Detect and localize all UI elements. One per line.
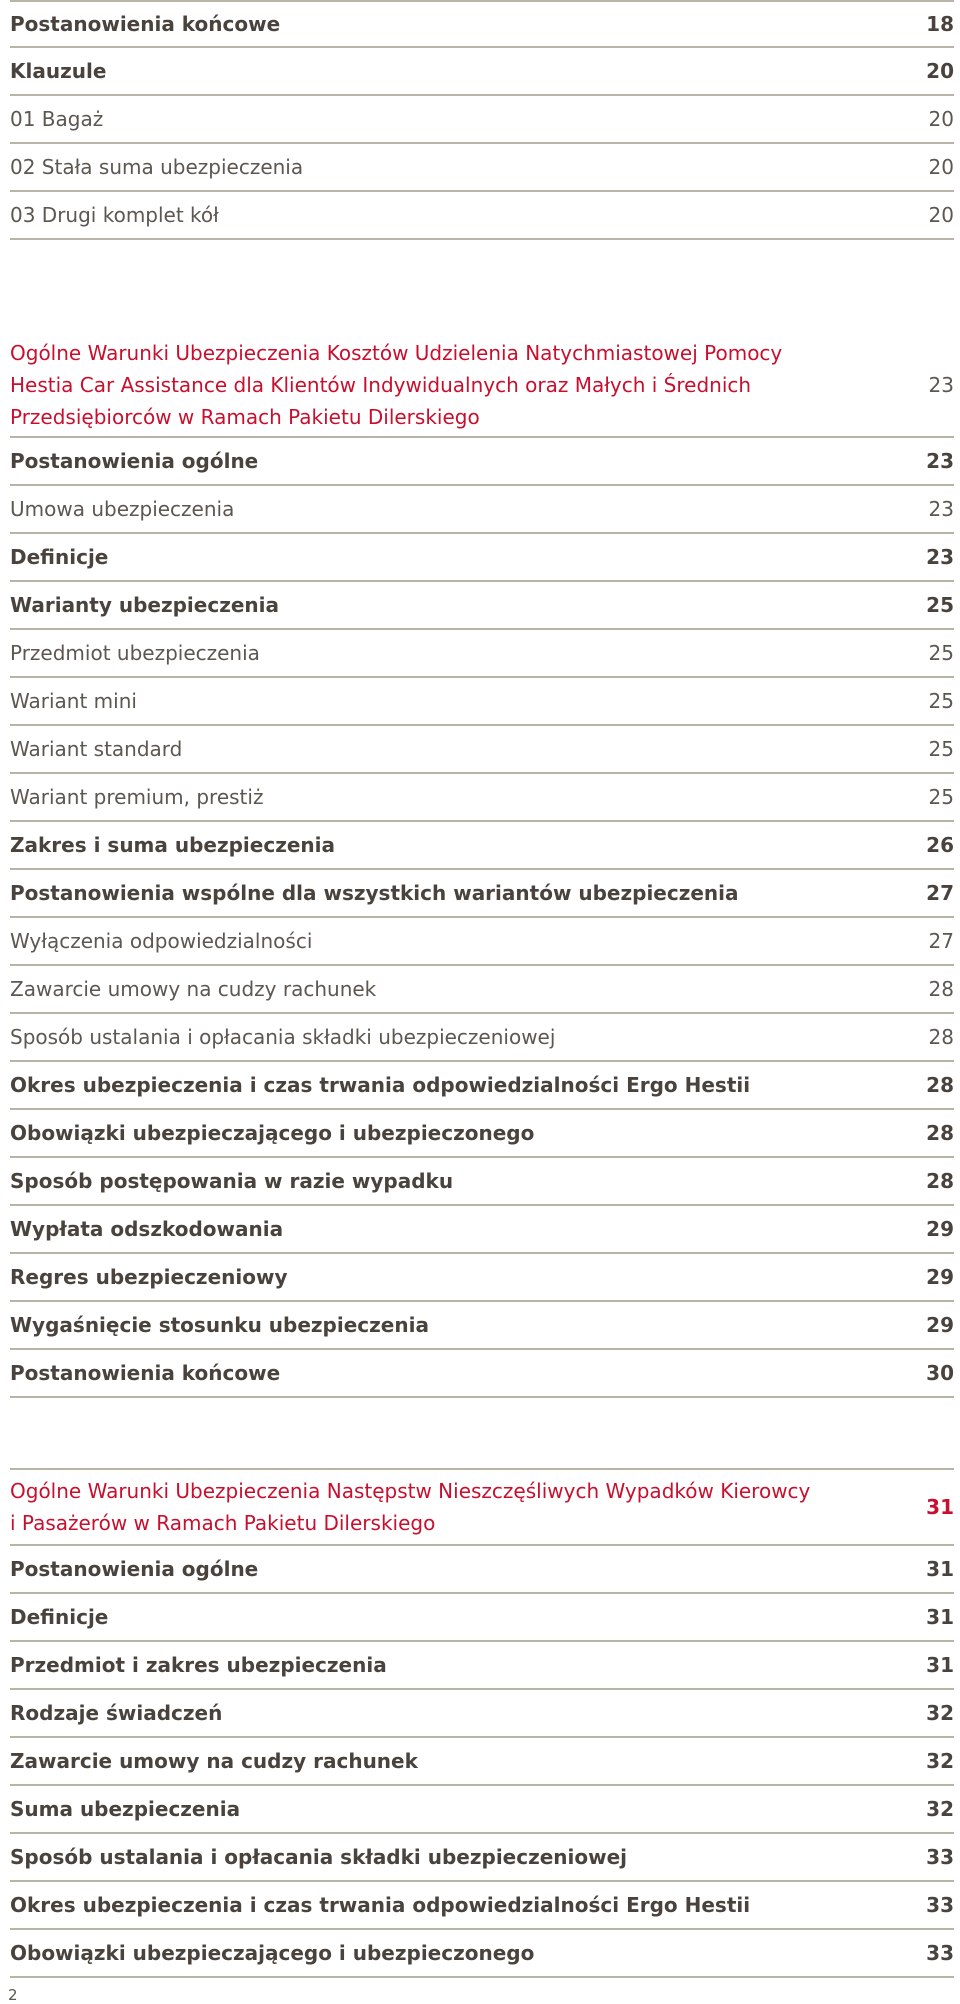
- toc-entry-page: 23: [926, 545, 954, 569]
- toc-entry-label: Definicje: [10, 545, 109, 569]
- toc-entry[interactable]: [10, 966, 954, 1014]
- toc-entry-label: Zakres i suma ubezpieczenia: [10, 833, 335, 857]
- toc-entry[interactable]: [10, 1254, 954, 1302]
- toc-entry-page: 20: [928, 203, 954, 227]
- toc-entry-page: 32: [926, 1749, 954, 1773]
- page-number: 2: [8, 1986, 18, 2004]
- toc-entry[interactable]: [10, 1014, 954, 1062]
- toc-entry[interactable]: [10, 1738, 954, 1786]
- toc-entry-page: 25: [928, 641, 954, 665]
- toc-entry-page: 28: [928, 977, 954, 1001]
- toc-entry-label: Obowiązki ubezpieczającego i ubezpieczonego: [10, 1941, 535, 1965]
- section-title-line: i Pasażerów w Ramach Pakietu Dilerskiego: [10, 1511, 436, 1535]
- toc-entries: [10, 1546, 954, 1978]
- toc-entry-page: 23: [926, 449, 954, 473]
- toc-entry[interactable]: [10, 678, 954, 726]
- toc-entry-label: Wariant standard: [10, 737, 183, 761]
- toc-entry-label: Przedmiot ubezpieczenia: [10, 641, 260, 665]
- toc-entry-page: 25: [928, 689, 954, 713]
- toc-entry-label: Postanowienia końcowe: [10, 12, 281, 36]
- toc-entry[interactable]: [10, 1350, 954, 1398]
- toc-entry-page: 31: [926, 1605, 954, 1629]
- toc-entry-page: 25: [926, 593, 954, 617]
- toc-entry-label: Regres ubezpieczeniowy: [10, 1265, 288, 1289]
- section-title-line: Ogólne Warunki Ubezpieczenia Kosztów Udzielenia Natychmiastowej Pomocy: [10, 341, 783, 365]
- toc-entry-page: 18: [926, 12, 954, 36]
- toc-entry[interactable]: [10, 774, 954, 822]
- toc-entry[interactable]: [10, 486, 954, 534]
- toc-entry[interactable]: [10, 1110, 954, 1158]
- toc-section-clauses: [10, 0, 954, 240]
- toc-entry-page: 25: [928, 785, 954, 809]
- toc-entry[interactable]: [10, 1158, 954, 1206]
- toc-entry[interactable]: [10, 822, 954, 870]
- toc-entry-label: Sposób postępowania w razie wypadku: [10, 1169, 454, 1193]
- toc-entry[interactable]: [10, 0, 954, 48]
- toc-entry-page: 27: [926, 881, 954, 905]
- toc-entry[interactable]: [10, 534, 954, 582]
- toc-entry-page: 32: [926, 1701, 954, 1725]
- toc-entry-page: 28: [928, 1025, 954, 1049]
- toc-entry-label: Wyłączenia odpowiedzialności: [10, 929, 313, 953]
- table-of-contents: [10, 0, 954, 1978]
- toc-entry-label: 03 Drugi komplet kół: [10, 203, 219, 227]
- toc-entry-label: Postanowienia ogólne: [10, 1557, 259, 1581]
- toc-entry-label: Rodzaje świadczeń: [10, 1701, 223, 1725]
- toc-entry-label: Wariant mini: [10, 689, 137, 713]
- toc-entry-label: 02 Stała suma ubezpieczenia: [10, 155, 304, 179]
- section-title-line: Hestia Car Assistance dla Klientów Indywidualnych oraz Małych i Średnich: [10, 373, 752, 397]
- toc-entry-label: Okres ubezpieczenia i czas trwania odpowiedzialności Ergo Hestii: [10, 1073, 751, 1097]
- section-title-page: 23: [928, 373, 954, 397]
- toc-entry[interactable]: [10, 1594, 954, 1642]
- toc-entry[interactable]: [10, 1930, 954, 1978]
- toc-entry-page: 29: [926, 1217, 954, 1241]
- toc-entry[interactable]: [10, 192, 954, 240]
- toc-entry-page: 20: [928, 107, 954, 131]
- toc-entry[interactable]: [10, 1642, 954, 1690]
- toc-entry-label: Suma ubezpieczenia: [10, 1797, 241, 1821]
- toc-entry[interactable]: [10, 726, 954, 774]
- toc-entry-page: 26: [926, 833, 954, 857]
- toc-entry[interactable]: [10, 96, 954, 144]
- toc-section-title[interactable]: [10, 330, 954, 438]
- toc-entry-page: 29: [926, 1265, 954, 1289]
- section-title-line: Ogólne Warunki Ubezpieczenia Następstw Nieszczęśliwych Wypadków Kierowcy: [10, 1479, 811, 1503]
- toc-entry[interactable]: [10, 918, 954, 966]
- toc-entry-label: Postanowienia ogólne: [10, 449, 259, 473]
- section-title-text: [10, 337, 782, 433]
- toc-entry-label: Postanowienia wspólne dla wszystkich wariantów ubezpieczenia: [10, 881, 739, 905]
- toc-entry[interactable]: [10, 144, 954, 192]
- toc-entry-label: Wariant premium, prestiż: [10, 785, 264, 809]
- toc-entry-page: 33: [926, 1845, 954, 1869]
- toc-entry-page: 28: [926, 1121, 954, 1145]
- toc-entry-page: 27: [928, 929, 954, 953]
- toc-entries: [10, 438, 954, 1398]
- toc-entry[interactable]: [10, 1062, 954, 1110]
- toc-entry[interactable]: [10, 1546, 954, 1594]
- toc-entry[interactable]: [10, 438, 954, 486]
- toc-section-accident: [10, 1468, 954, 1978]
- toc-entry-page: 29: [926, 1313, 954, 1337]
- toc-entry[interactable]: [10, 1690, 954, 1738]
- toc-entry-page: 31: [926, 1653, 954, 1677]
- section-title-text: [10, 1475, 810, 1539]
- toc-entry[interactable]: [10, 1882, 954, 1930]
- toc-section-car-assistance: [10, 330, 954, 1398]
- toc-entry-page: 20: [926, 59, 954, 83]
- toc-entry-label: Warianty ubezpieczenia: [10, 593, 280, 617]
- toc-entry-label: Sposób ustalania i opłacania składki ubezpieczeniowej: [10, 1025, 556, 1049]
- section-title-line: Przedsiębiorców w Ramach Pakietu Dilerskiego: [10, 405, 480, 429]
- toc-entry-label: Okres ubezpieczenia i czas trwania odpowiedzialności Ergo Hestii: [10, 1893, 751, 1917]
- toc-entry-label: 01 Bagaż: [10, 107, 104, 131]
- toc-entry-label: Zawarcie umowy na cudzy rachunek: [10, 977, 377, 1001]
- toc-entry[interactable]: [10, 870, 954, 918]
- toc-entry-label: Wypłata odszkodowania: [10, 1217, 284, 1241]
- toc-entry-page: 33: [926, 1941, 954, 1965]
- section-title-page: 31: [926, 1495, 954, 1519]
- toc-entry-label: Przedmiot i zakres ubezpieczenia: [10, 1653, 387, 1677]
- toc-entry[interactable]: [10, 1786, 954, 1834]
- toc-entry-label: Sposób ustalania i opłacania składki ubezpieczeniowej: [10, 1845, 628, 1869]
- toc-entry-label: Umowa ubezpieczenia: [10, 497, 235, 521]
- toc-section-title[interactable]: [10, 1468, 954, 1546]
- toc-entry-page: 30: [926, 1361, 954, 1385]
- toc-entry-page: 23: [928, 497, 954, 521]
- toc-entry-label: Obowiązki ubezpieczającego i ubezpieczonego: [10, 1121, 535, 1145]
- toc-entry[interactable]: [10, 1834, 954, 1882]
- toc-entry[interactable]: [10, 630, 954, 678]
- toc-entry-label: Wygaśnięcie stosunku ubezpieczenia: [10, 1313, 429, 1337]
- toc-entry[interactable]: [10, 1206, 954, 1254]
- toc-entry[interactable]: [10, 582, 954, 630]
- toc-entry-page: 25: [928, 737, 954, 761]
- toc-entry[interactable]: [10, 1302, 954, 1350]
- toc-entry-label: Definicje: [10, 1605, 109, 1629]
- toc-entry-label: Postanowienia końcowe: [10, 1361, 281, 1385]
- toc-entry-page: 20: [928, 155, 954, 179]
- toc-entry-page: 31: [926, 1557, 954, 1581]
- toc-entry[interactable]: [10, 48, 954, 96]
- toc-entry-label: Zawarcie umowy na cudzy rachunek: [10, 1749, 418, 1773]
- toc-entry-page: 33: [926, 1893, 954, 1917]
- toc-entry-page: 28: [926, 1169, 954, 1193]
- toc-entry-page: 32: [926, 1797, 954, 1821]
- toc-entry-label: Klauzule: [10, 59, 107, 83]
- toc-entry-page: 28: [926, 1073, 954, 1097]
